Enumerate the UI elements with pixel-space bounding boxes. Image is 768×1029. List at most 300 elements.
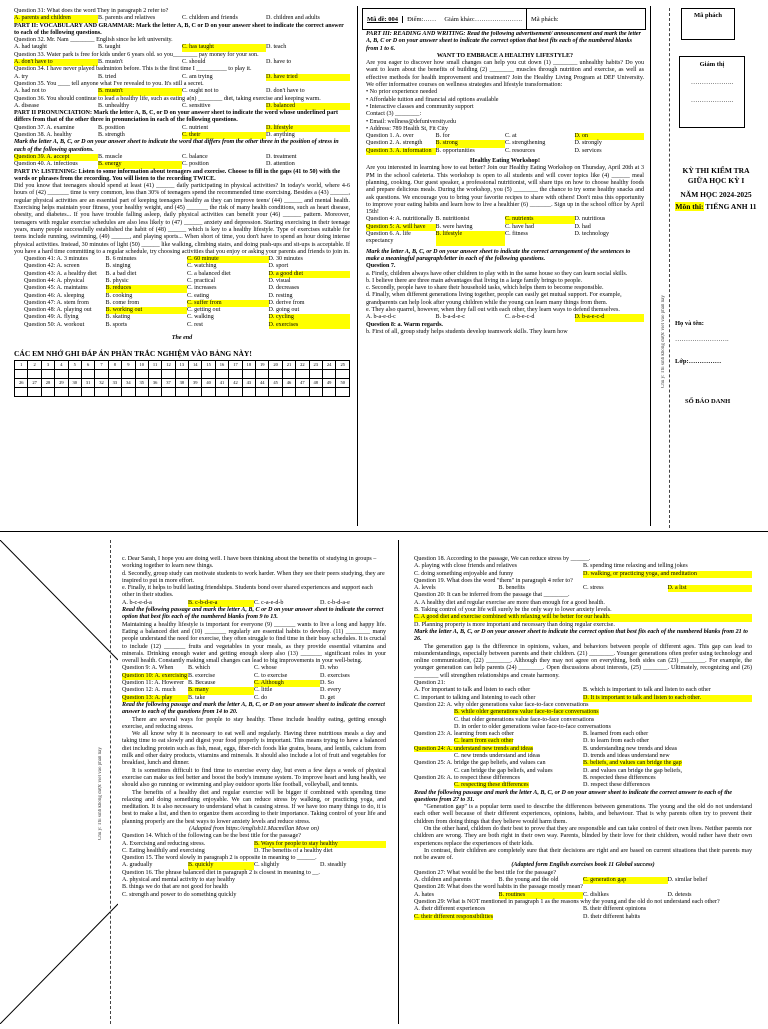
option: D. treatment [266, 153, 297, 160]
email-line: • Email: wellness@defuniversity.edu [366, 118, 457, 125]
option: Question 9: A. When [122, 665, 174, 672]
answer-number-cell: 35 [135, 378, 148, 387]
option: A. children and parents [414, 877, 471, 884]
answer-input-cell[interactable] [81, 369, 94, 378]
option: Question 2. A. strength [366, 140, 423, 147]
answer-number-cell: 4 [55, 360, 68, 369]
q1-options [366, 133, 644, 140]
option: D. steadily [320, 862, 347, 869]
answer-number-cell: 34 [122, 378, 135, 387]
answer-input-cell[interactable] [41, 387, 54, 396]
answer-input-cell[interactable] [175, 369, 188, 378]
option: B. which is important to talk and listen to each other [583, 687, 711, 694]
answer-input-cell[interactable] [269, 387, 282, 396]
answer-input-cell[interactable] [296, 387, 309, 396]
option: D. teach [266, 44, 287, 51]
answer-input-cell[interactable] [41, 369, 54, 378]
option: Question 23: A. learning from each other [414, 731, 515, 738]
answer-number-cell: 16 [215, 360, 228, 369]
exam-year: NĂM HỌC 2024-2025 [680, 190, 752, 199]
name-label: Họ và tên: [675, 320, 704, 327]
q21-label: Question 21: [414, 680, 446, 687]
answer-input-cell[interactable] [108, 369, 121, 378]
answer-number-cell: 21 [282, 360, 295, 369]
cut-line [110, 540, 111, 1024]
option: B. their different opinions [583, 906, 647, 913]
option: C. a balanced diet [187, 270, 231, 277]
option: D. Planning property is more important and necessary than doing regular exercise. [414, 621, 615, 628]
option: Question 47: A. stem from [24, 299, 89, 306]
option: A. hates [414, 891, 434, 898]
answer-input-cell[interactable] [81, 387, 94, 396]
answer-input-cell[interactable] [322, 387, 335, 396]
answer-number-cell: 6 [81, 360, 94, 369]
q47-options [24, 300, 350, 307]
option: D. strongly [574, 140, 602, 147]
page-bottom-middle [122, 556, 386, 1024]
answer-input-cell[interactable] [55, 369, 68, 378]
option: C. has taught [182, 44, 266, 51]
answer-input-cell[interactable] [202, 387, 215, 396]
option: Question 13: A. play [122, 695, 188, 702]
option: C. stress [583, 585, 604, 592]
option: B. c-b-d-e-a [188, 600, 254, 607]
reading-paragraph: In contrast, their children are completely sure that their decisions are right and are based on current situations that their parents may not be aware of. [414, 847, 752, 862]
answer-input-cell[interactable] [122, 369, 135, 378]
answer-input-cell[interactable] [135, 369, 148, 378]
option: B. opportunities [435, 147, 475, 154]
option: B. cooking [105, 292, 133, 299]
option: C. to exercise [254, 672, 288, 679]
q7-sentence: c. Secondly, people have to share their household tasks, which helps them to become responsible. [366, 285, 604, 292]
option: A. don't have to [14, 59, 98, 66]
answer-input-cell[interactable] [148, 387, 161, 396]
option: Question 6. A. life expectancy [366, 231, 411, 245]
option: B. exercise [188, 672, 216, 679]
q32-options [14, 44, 350, 51]
option: C. strength and power to do something quickly [122, 891, 237, 898]
option: B. singing [105, 263, 131, 270]
listening-questions [24, 256, 350, 329]
option: B. routines [499, 892, 584, 899]
cloze-passage: The generation gap is the difference in opinions, values, and behaviors between people of different ages. This gap can lead to misunderstandings, especially between parents and their children. (21) ________. Younger generations often prefer using technology and online communication, (22) ________. Although they may not agree on everything, both sides can (23) ________. For example, the younger generation can help parents (24) ________. Open discussions about interests, (25) ________. Ultimately, recognizing and (26) ________ will strengthen relationships and create harmony. [414, 643, 752, 679]
answer-input-cell[interactable] [108, 387, 121, 396]
option: B. 6 minutes [105, 256, 137, 263]
option: Question 12: A. much [122, 687, 176, 694]
option: C. c-a-e-d-b [254, 599, 284, 606]
answer-number-cell: 3 [41, 360, 54, 369]
answer-input-cell[interactable] [189, 369, 202, 378]
workshop-title: Healthy Eating Workshop! [470, 158, 540, 165]
option: C. Although [254, 680, 320, 687]
answer-number-cell: 40 [202, 378, 215, 387]
option: C. respecting these differences [454, 782, 529, 789]
answer-number-cell: 36 [148, 378, 161, 387]
option: A. For important to talk and listen to each other [414, 687, 531, 694]
teacher-field[interactable]: Giám khảo:…………………. [444, 15, 522, 23]
option: D. attention [266, 161, 295, 168]
q18-options [414, 563, 752, 578]
answer-number-cell: 11 [148, 360, 161, 369]
option: B. quickly [188, 862, 254, 869]
option: B. Taking control of your life will surely be the only way to lower anxiety levels. [414, 607, 612, 614]
option: C. sensitive [182, 102, 211, 109]
option: D. trends and ideas understand new [583, 753, 670, 760]
option: B. were having [435, 223, 473, 230]
divider-vertical [398, 540, 399, 1024]
option: B. parents and relatives [98, 15, 156, 22]
answer-number-cell: 50 [336, 378, 350, 387]
option: Question 43: A. a healthy diet [24, 270, 97, 277]
option: Question 40. A. infectious [14, 161, 78, 168]
q2-options [366, 140, 644, 147]
cloze-instruction: Mark the letter A, B, C, or D on your answer sheet to indicate the correct option that best fits each of the numbered blanks from 21 to 26. [414, 628, 748, 643]
option: D. respect these differences [583, 782, 651, 789]
answer-number-cell: 18 [242, 360, 255, 369]
answer-input-cell[interactable] [242, 387, 255, 396]
answer-input-cell[interactable] [336, 369, 350, 378]
option: D. a good diet [269, 271, 351, 278]
answer-number-cell: 27 [28, 378, 41, 387]
option: B. take [188, 694, 206, 701]
option: C. watching [187, 263, 217, 270]
answer-input-cell[interactable] [135, 387, 148, 396]
q33-text: Question 33. Water park is free for kids under 6 years old. so you________ pay money for your son. [14, 51, 259, 58]
answer-input-cell[interactable] [122, 387, 135, 396]
q35-text: Question 35. You ____ tell anyone what I've revealed to you. It's still a secret. [14, 80, 204, 87]
option: D. sport [268, 263, 289, 270]
q34-text: Question 34. I have never played badminton before. This is the first time I __________ to play it. [14, 66, 252, 73]
part3-heading: PART III: READING AND WRITING: Read the following advertisement/ announcement and mark the letter A, B, C or D on your answer sheet to indicate the correct option that best fits each of the numbered blanks from 1 to 6. [366, 31, 641, 52]
answer-number-cell: 24 [322, 360, 335, 369]
option: B. nutritionist [435, 216, 470, 223]
answer-input-cell[interactable] [309, 387, 322, 396]
q41-options [24, 256, 350, 263]
answer-input-cell[interactable] [322, 369, 335, 378]
option: C. A good diet and exercise combined with relaxing will be better for our health. [414, 614, 752, 621]
option: D. derive from [268, 299, 305, 306]
option: Question 49: A. flying [24, 314, 79, 321]
answer-input-cell[interactable] [15, 387, 28, 396]
contact-line: Contact (3) ________: [366, 111, 422, 118]
option: Question 46: A. sleeping [24, 292, 85, 299]
option: C. dislikes [583, 891, 609, 898]
option: D. children and adults [266, 15, 320, 22]
source-line: (Adapted from https://english11.Macmillan Move on) [189, 825, 319, 832]
q18-text: Question 18. According to the passage, We can reduce stress by ______. [414, 556, 591, 562]
arrange-heading: Mark the letter A, B, C, or D on your answer sheet to indicate the correct arrangement of the sentences to make a meaningful paragraph/letter in each of the following questions. [366, 248, 631, 262]
option: D. to learn from each other [583, 738, 649, 745]
option: A. b-c-e-d-a [122, 599, 152, 606]
option: Question 5: A. will have [366, 224, 436, 231]
name-field[interactable]: ……………………. [675, 336, 729, 343]
answer-number-cell: 1 [15, 360, 28, 369]
answer-input-cell[interactable] [162, 369, 175, 378]
option: B. b-a-d-e-c [435, 314, 465, 321]
reading-paragraph: It is sometimes difficult to find time to exercise every day, but even a few days a week of physical exercise can make us feel better and boost the body's immune system. To improve heart and lung health, we should also go running or swimming and play outdoor sports like football, volleyball, and tennis. [122, 767, 386, 789]
q8-options [122, 600, 386, 607]
option: C. suffer from [187, 300, 269, 307]
option: C. slightly [254, 862, 280, 869]
option: B. physic [105, 277, 129, 284]
option: C. learn from each other [454, 738, 514, 745]
answer-number-cell: 20 [269, 360, 282, 369]
q46-options [24, 293, 350, 300]
option: Question 41: A. 3 minutes [24, 256, 88, 263]
option [414, 709, 752, 716]
option: D. had [574, 223, 591, 230]
option: B. lifestyle [436, 231, 506, 246]
option: A. b-a-e-d-c [366, 314, 396, 321]
answer-input-cell[interactable] [68, 369, 81, 378]
option: B. mustn't [98, 88, 182, 95]
answer-number-cell: 25 [336, 360, 350, 369]
option: B. position [98, 124, 125, 131]
option: D. who [320, 665, 338, 672]
option: C. their [182, 132, 266, 139]
reading-paragraph: "Generation gap" is a popular term used to describe the differences between generations. The young and the old do not understand each other well because of their different experiences, opinions, habits, and behaviour. That is why parents often try to prevent their children from doing things that they believe would harm them. [414, 804, 752, 825]
q31-options [14, 15, 350, 22]
part2-heading: PART II: VOCABULARY AND GRAMMAR: Mark the letter A, B, C or D on your answer sheet to indicate the correct answer to each of the following questions. [14, 22, 344, 36]
option: B. for [435, 133, 450, 140]
option: C. Eating healthily and exercising [122, 847, 205, 854]
option: Question 3. A. information [366, 148, 436, 155]
option: Question 42: A. screen [24, 263, 80, 270]
answer-number-cell: 8 [108, 360, 121, 369]
option: C. little [254, 687, 273, 694]
q3-options [366, 148, 644, 155]
signature-line[interactable]: ……………….. [690, 79, 734, 86]
answer-number-cell: 39 [189, 378, 202, 387]
answer-input-cell[interactable] [215, 387, 228, 396]
option: Question 1. A. over [366, 133, 414, 140]
option: A. disease [14, 102, 40, 109]
option: C. increases [187, 285, 217, 292]
option: D. nutritious [574, 216, 606, 223]
answer-number-cell: 5 [68, 360, 81, 369]
q36-text: Question 36. You should continue to lead a healthy life, such as eating a(n) ________ diet, taking exercise and keeping warm. [14, 95, 321, 102]
header-bar [362, 8, 646, 30]
answer-number-cell: 9 [122, 360, 135, 369]
answer-number-cell: 13 [175, 360, 188, 369]
option: D. similar belief [667, 877, 708, 884]
answer-input-cell[interactable] [202, 369, 215, 378]
divider-vertical [650, 6, 651, 526]
option: Question 37. A. examine [14, 124, 75, 131]
cloze-instruction: Read the following passage and mark the letter A, B, C or D on your answer sheet to indicate the correct option that best fits each of the numbered blanks from 9 to 13. [122, 607, 384, 621]
answer-number-cell: 33 [108, 378, 121, 387]
option: A. parents and children [14, 15, 98, 22]
cut-margin-left [0, 540, 118, 1024]
option: B. working out [106, 307, 188, 314]
answer-input-cell[interactable] [28, 387, 41, 396]
answer-number-cell: 30 [68, 378, 81, 387]
answer-number-cell: 48 [309, 378, 322, 387]
option: C. a-b-e-c-d [505, 314, 535, 321]
cloze-passage: Maintaining a healthy lifestyle is important for everyone (9) _______ wants to live a long and happy life. Eating a balanced diet and (10) _______ regularly are essential habits to develop. (11) ________ many people understand the need for exercise, they often struggle to find time in their busy schedules. It is crucial to include (12) _______ fruits and vegetables in your meals, as they provide essential vitamins and minerals. Drinking enough water and getting enough sleep also (13) _______ significant roles in your overall health. Constantly making small changes can lead to big improvements in your well-being. [122, 621, 386, 665]
answer-input-cell[interactable] [256, 387, 269, 396]
option: A. physical and mental activity to stay healthy [122, 877, 236, 884]
q8-sentence: c. Dear Sarah, I hope you are doing well. I have been thinking about the benefits of studying in groups – working together to learn new things. [122, 556, 377, 570]
option: D. get [320, 694, 335, 701]
student-info-panel [655, 8, 760, 528]
q49-options [24, 314, 350, 321]
option: B. muscle [98, 153, 123, 160]
q5-options [366, 224, 644, 231]
option: D. cycling [269, 314, 351, 321]
option: D. anything [266, 132, 295, 139]
option: B. strong [436, 140, 506, 147]
answer-input-cell[interactable] [55, 387, 68, 396]
signature-line[interactable]: ……………….. [690, 97, 734, 104]
option: B. which [188, 665, 211, 672]
end-label: The end [171, 335, 193, 342]
option: B. things we do that are not good for health [122, 884, 228, 891]
answer-number-cell: 17 [229, 360, 242, 369]
margin-note: Chú ý: Thí sinh không được viết vào phần này [98, 747, 103, 840]
answer-input-cell[interactable] [189, 387, 202, 396]
answer-input-cell[interactable] [269, 369, 282, 378]
q45-options [24, 285, 350, 292]
answer-input-cell[interactable] [215, 369, 228, 378]
option: D. exercises [320, 672, 350, 679]
answer-row [15, 378, 350, 387]
workshop-text: Are you interested in learning how to eat better? Join our Healthy Eating Workshop on Thursday, April 20th at 3 PM in the school cafeteria. This workshop is open to all students and will cover topics like (4) ______ meal planning, cooking. Our guest speaker, a professional nutritionist, will share tips on how to choose healthy foods and prepare delicious meals. During the workshop, you (5) ________ the chance to try some healthy snacks and ask questions. We encourage you to bring your favorite recipes to share with others! Don't miss this opportunity to improve your eating habits and learn how to live a healthier (6) _______. Sign up in the school office by April 15th! [366, 165, 644, 216]
answer-input-cell[interactable] [242, 369, 255, 378]
page-top-left [14, 8, 350, 526]
option: B. many [188, 687, 254, 694]
option: Question 39. A. accept [14, 154, 98, 161]
option: C. nutrients [505, 216, 575, 223]
q7-sentence: e. They also quarrel, however, when they fall out with each other, they learn ways to defend themselves. [366, 306, 620, 313]
option: D. lifestyle [266, 125, 350, 132]
option: B. the young and the old [498, 877, 559, 884]
option: D. resting [268, 292, 293, 299]
q15-options [122, 862, 386, 869]
option: B. spending time relaxing and telling jokes [583, 563, 688, 570]
option: A. A healthy diet and regular exercise are more than enough for a good health. [414, 599, 605, 606]
q27-options [414, 877, 752, 884]
option: D. It is important to talk and listen to each other. [583, 695, 752, 702]
q25-options [414, 760, 752, 775]
option: C. new trends understand and ideas [454, 753, 541, 760]
q12-options [122, 687, 386, 694]
source-line: (Adapted form English exercises book 11 Global success) [511, 862, 655, 869]
option: C. walking [187, 314, 214, 321]
option: Question 11: A. However [122, 680, 185, 687]
q22-text: Question 22: A. why older generations value face-to-face conversations [414, 701, 589, 708]
option: Question 50: A. workout [24, 321, 85, 328]
option: A. levels [414, 585, 436, 592]
option: D. services [574, 147, 602, 154]
option: D. and values can bridge the gap beliefs, [583, 767, 682, 774]
answer-input-cell[interactable] [229, 369, 242, 378]
bullet: • Affordable tuition and financial aid options available [366, 96, 499, 103]
answer-input-cell[interactable] [296, 369, 309, 378]
score-field[interactable]: Điểm:…… [407, 15, 437, 23]
answer-input-cell[interactable] [309, 369, 322, 378]
option: D. b-a-e-c-d [575, 314, 645, 321]
answer-input-cell[interactable] [175, 387, 188, 396]
answer-input-cell[interactable] [28, 369, 41, 378]
option: D. balanced [266, 103, 350, 110]
q42-options [24, 263, 350, 270]
option: A. had not to [14, 88, 46, 95]
option: C. practical [187, 277, 216, 284]
option: D. So [320, 680, 334, 687]
answer-input-cell[interactable] [162, 387, 175, 396]
paper-code-field[interactable]: Mã phách: [526, 9, 563, 29]
option: C. am trying [182, 73, 213, 80]
option: C. can bridge the gap beliefs, and values [454, 767, 553, 774]
cut-line [669, 8, 670, 528]
answer-number-cell: 26 [15, 378, 28, 387]
answer-number-cell: 28 [41, 378, 54, 387]
answer-input-cell[interactable] [229, 387, 242, 396]
answer-input-cell[interactable] [282, 387, 295, 396]
option: C. nutrient [182, 124, 209, 131]
answer-input-cell[interactable] [256, 369, 269, 378]
q20-text: Question 20: It can be inferred from the passage that ________. [414, 592, 570, 599]
q26-options [414, 775, 752, 790]
reading-instruction: Read the following passage and mark the letter A, B, C, or D on your answer sheet to indicate the correct answer to each of the questions from 14 to 20. [122, 701, 386, 716]
option: D. detests [667, 891, 692, 898]
reading-instruction: Read the following passage and mark the letter A, B, C, or D on your answer sheet to indicate the correct answer to each of the questions from 27 to 31. [414, 789, 733, 803]
reading-paragraph: There are several ways for people to stay healthy. These include healthy eating, getting enough exercise, and reducing stress. [122, 716, 386, 730]
listening-heading: PART IV: LISTENING: Listen to some information about teenagers and exercise. Choose to fill in the gaps (41 to 50) with the words or phrases from the recording. You will listen to the recording TWICE. [14, 168, 341, 182]
answer-input-cell[interactable] [68, 387, 81, 396]
answer-number-cell: 15 [202, 360, 215, 369]
option: Question 38. A. healthy [14, 132, 72, 139]
option: B. understanding new trends and ideas [583, 745, 678, 752]
q23-options [414, 731, 752, 746]
exam-title-block [673, 166, 759, 212]
option: B. Because [188, 680, 216, 687]
answer-input-cell[interactable] [95, 387, 108, 396]
q34-options [14, 74, 350, 81]
answer-number-cell: 2 [28, 360, 41, 369]
q16-text: Question 16. The phrase balanced diet in paragraph 2 is closest in meaning to __. [122, 869, 320, 876]
option: Question 24: A. understand new trends and ideas [414, 745, 534, 752]
answer-input-cell[interactable] [336, 387, 350, 396]
answer-sheet-grid [14, 360, 350, 397]
answer-number-cell: 12 [162, 360, 175, 369]
subject-name: TIẾNG ANH 11 [705, 202, 757, 211]
q8-sentence: b. First of all, group study helps students develop teamwork skills. They learn how [366, 328, 568, 335]
answer-input-cell[interactable] [148, 369, 161, 378]
pronunciation-heading: PART II PRONUNCIATION: Mark the letter A, B, C, or D on your answer sheet to indicate the word whose underlined part differs from that of the other three in pronunciation in each of the following questions. [14, 110, 338, 124]
reading-paragraph: We all know why it is necessary to eat well and regularly. Having three nutritious meals a day and taking time to eat slowly and digest your food properly is important. This means trying to have a balanced diet including protein such as fish, meat, eggs, fiber-rich foods like grains, beans, and lentils, calcium from milk and other dairy products, vitamins and minerals. It should also include a lot of fruit and vegetables for breakfast, lunch and dinner. [122, 731, 386, 767]
answer-number-cell: 37 [162, 378, 175, 387]
q13-options [122, 695, 386, 702]
option: Question 10: A. exercising [122, 672, 187, 679]
option: B. unhealthy [98, 102, 130, 109]
answer-number-cell: 23 [309, 360, 322, 369]
answer-input-cell[interactable] [282, 369, 295, 378]
q19-text: Question 19. What does the word "them" in paragraph 4 refer to? [414, 577, 573, 584]
answer-input-cell[interactable] [15, 369, 28, 378]
class-field[interactable]: Lớp:…………… [675, 358, 722, 365]
answer-input-cell[interactable] [95, 369, 108, 378]
q14-text: Question 14. Which of the following can be the best title for the passage? [122, 833, 301, 840]
option: D. exercises [269, 322, 351, 329]
option: C. 60 minute [187, 256, 269, 263]
option: C. children and friends [182, 15, 238, 22]
option: B. beliefs, and values can bridge the gap [583, 760, 682, 767]
answer-number-cell: 22 [296, 360, 309, 369]
bullet: • No prior experience needed [366, 89, 438, 96]
option: C. that older generations value face-to-face conversations [454, 716, 595, 723]
